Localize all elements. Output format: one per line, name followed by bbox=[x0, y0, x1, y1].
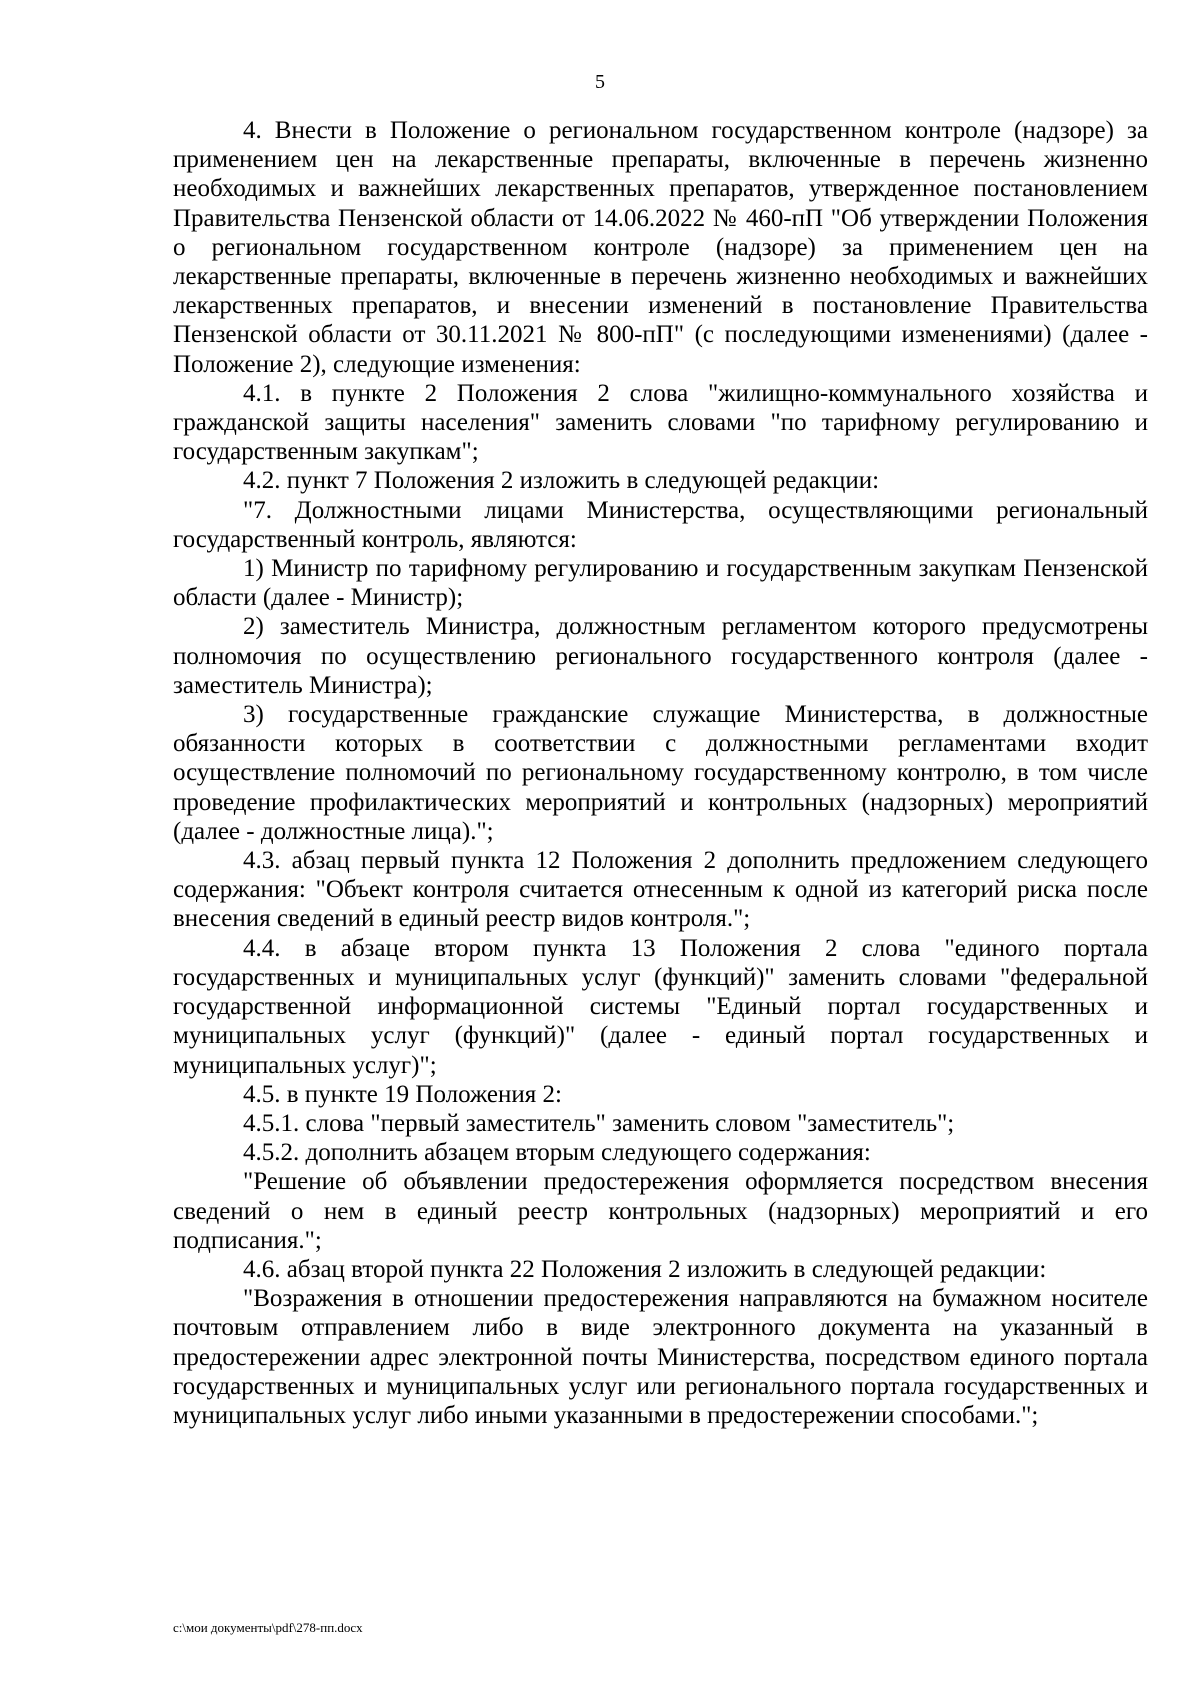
paragraph-4-4: 4.4. в абзаце втором пункта 13 Положения 2 слова "единого портала государственных и муниципальных услуг (функций)" заменить словами "федеральной государственной информационной системы "Единый портал государственных и муниципальных услуг (функций)" (далее - единый портал государственных и муниципальных услуг)"; bbox=[173, 934, 1148, 1079]
paragraph-4-5: 4.5. в пункте 19 Положения 2: bbox=[243, 1080, 562, 1108]
paragraph-4: 4. Внести в Положение о региональном государственном контроле (надзоре) за применением цен на лекарственные препараты, включенные в перечень жизненно необходимых и важнейших лекарственных препаратов, утвержденное постановлением Правительства Пензенской области от 14.06.2022 № 460-пП "Об утверждении Положения о региональном государственном контроле (надзоре) за применением цен на лекарственные препараты, включенные в перечень жизненно необходимых и важнейших лекарственных препаратов, и внесении изменений в постановление Правительства Пензенской области от 30.11.2021 № 800-пП" (с последующими изменениями) (далее - Положение 2), следующие изменения: bbox=[173, 117, 1148, 378]
paragraph-4-6: 4.6. абзац второй пункта 22 Положения 2 изложить в следующей редакции: bbox=[243, 1255, 1047, 1283]
document-body bbox=[173, 116, 1148, 1430]
paragraph-4-5-1: 4.5.1. слова "первый заместитель" заменить словом "заместитель"; bbox=[243, 1109, 955, 1137]
page-number: 5 bbox=[595, 71, 605, 93]
footer-file-path: c:\мои документы\pdf\278-пп.docx bbox=[173, 1620, 363, 1635]
paragraph-4-3: 4.3. абзац первый пункта 12 Положения 2 дополнить предложением следующего содержания: "Объект контроля считается отнесенным к одной из категорий риска после внесения сведений в единый реестр видов контроля."; bbox=[173, 847, 1148, 933]
paragraph-clause-7-2: 2) заместитель Министра, должностным регламентом которого предусмотрены полномочия по осуществлению регионального государственного контроля (далее - заместитель Министра); bbox=[173, 613, 1148, 699]
paragraph-4-5-2: 4.5.2. дополнить абзацем вторым следующего содержания: bbox=[243, 1139, 871, 1167]
paragraph-clause-7-1: 1) Министр по тарифному регулированию и государственным закупкам Пензенской области (далее - Министр); bbox=[173, 555, 1148, 612]
paragraph-4-2: 4.2. пункт 7 Положения 2 изложить в следующей редакции: bbox=[243, 467, 880, 495]
paragraph-4-1: 4.1. в пункте 2 Положения 2 слова "жилищно-коммунального хозяйства и гражданской защиты населения" заменить словами "по тарифному регулированию и государственным закупкам"; bbox=[173, 379, 1148, 466]
paragraph-clause-7-3: 3) государственные гражданские служащие Министерства, в должностные обязанности которых в соответствии с должностными регламентами входит осуществление полномочий по региональному государственному контролю, в том числе проведение профилактических мероприятий и контрольных (надзорных) мероприятий (далее - должностные лица)."; bbox=[173, 701, 1148, 845]
paragraph-objections: "Возражения в отношении предостережения направляются на бумажном носителе почтовым отправлением либо в виде электронного документа на указанный в предостережении адрес электронной почты Министерства, посредством единого портала государственных и муниципальных услуг или регионального портала государственных и муниципальных услуг либо иными указанными в предостережении способами."; bbox=[173, 1285, 1148, 1429]
paragraph-warning-decision: "Решение об объявлении предостережения оформляется посредством внесения сведений о нем в единый реестр контрольных (надзорных) мероприятий и его подписания."; bbox=[173, 1168, 1148, 1254]
paragraph-clause-7: "7. Должностными лицами Министерства, осуществляющими региональный государственный контроль, являются: bbox=[173, 496, 1148, 553]
